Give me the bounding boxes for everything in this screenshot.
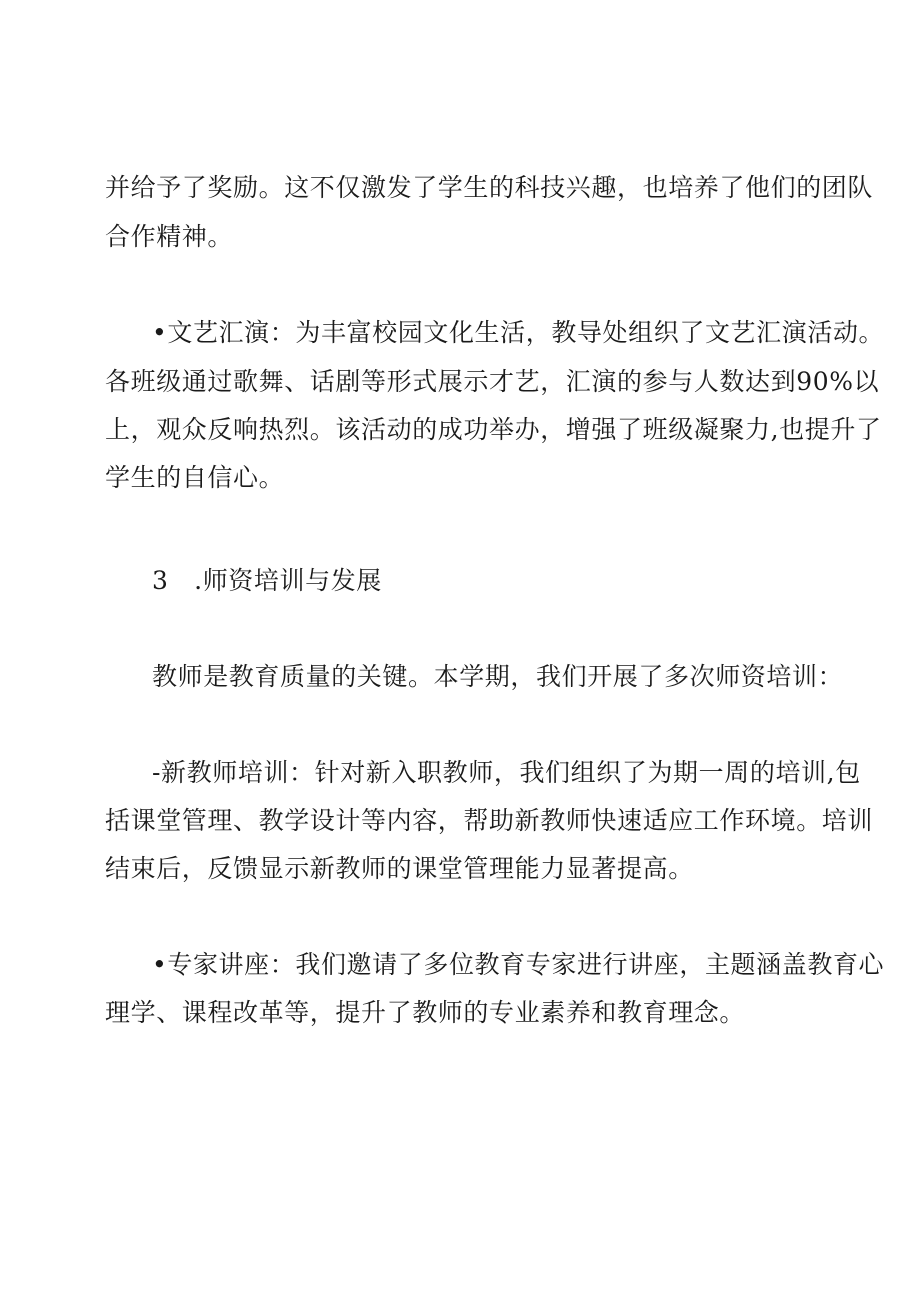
paragraph-line: 并给予了奖励。这不仅激发了学生的科技兴趣，也培养了他们的团队 bbox=[105, 173, 874, 202]
paragraph-line: 结束后，反馈显示新教师的课堂管理能力显著提高。 bbox=[105, 854, 694, 883]
paragraph-line: 合作精神。 bbox=[105, 222, 234, 251]
bullet-item-line: •专家讲座：我们邀请了多位教育专家进行讲座，主题涵盖教育心 bbox=[152, 950, 885, 979]
section-heading: 3 .师资培训与发展 bbox=[152, 566, 382, 595]
paragraph-line: 上，观众反响热烈。该活动的成功举办，增强了班级凝聚力,也提升了 bbox=[105, 415, 882, 444]
paragraph-line: 学生的自信心。 bbox=[105, 463, 285, 492]
paragraph-line: 教师是教育质量的关键。本学期，我们开展了多次师资培训： bbox=[152, 662, 844, 691]
paragraph-line: 括课堂管理、教学设计等内容，帮助新教师快速适应工作环境。培训 bbox=[105, 806, 874, 835]
paragraph-line: 各班级通过歌舞、话剧等形式展示才艺，汇演的参与人数达到90%以 bbox=[105, 367, 880, 396]
bullet-item-line: •文艺汇演：为丰富校园文化生活，教导处组织了文艺汇演活动。 bbox=[152, 318, 885, 347]
bullet-item-line: -新教师培训：针对新入职教师，我们组织了为期一周的培训,包 bbox=[152, 758, 861, 787]
paragraph-line: 理学、课程改革等，提升了教师的专业素养和教育理念。 bbox=[105, 998, 746, 1027]
